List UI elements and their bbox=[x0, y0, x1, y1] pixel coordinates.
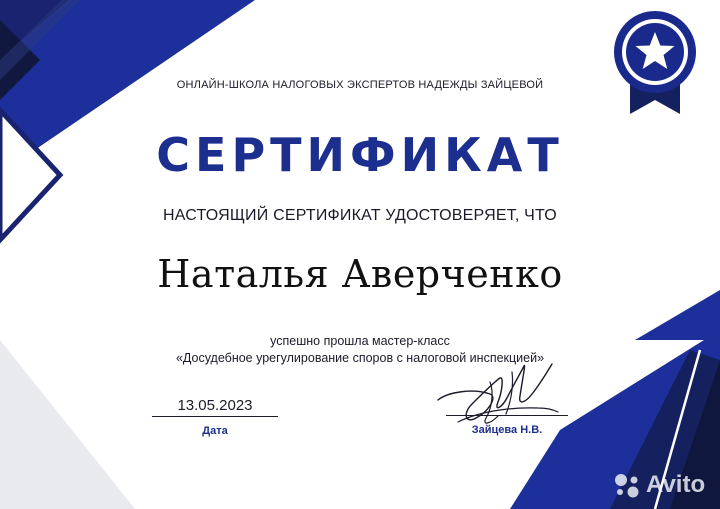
course-title: «Досудебное урегулирование споров с налоговой инспекцией» bbox=[175, 351, 545, 365]
date-underline bbox=[152, 416, 278, 417]
avito-logo-icon bbox=[612, 473, 642, 499]
certifies-text: НАСТОЯЩИЙ СЕРТИФИКАТ УДОСТОВЕРЯЕТ, ЧТО bbox=[163, 207, 557, 224]
date-label: Дата bbox=[202, 425, 228, 437]
signer-name: Зайцева Н.В. bbox=[471, 424, 543, 436]
star-ribbon-icon bbox=[612, 10, 698, 114]
certificate-title: СЕРТИФИКАТ bbox=[156, 128, 564, 182]
passed-text: успешно прошла мастер-класс bbox=[270, 334, 450, 348]
avito-watermark-text: Avito bbox=[646, 471, 706, 498]
signature-underline bbox=[446, 415, 568, 416]
right-shape-blue-small bbox=[635, 290, 720, 340]
date-value: 13.05.2023 bbox=[177, 397, 253, 414]
school-name: ОНЛАЙН-ШКОЛА НАЛОГОВЫХ ЭКСПЕРТОВ НАДЕЖДЫ ЗАЙЦЕВОЙ bbox=[176, 79, 544, 91]
left-gray-shape bbox=[0, 340, 135, 509]
recipient-name: Наталья Аверченко bbox=[157, 252, 563, 296]
